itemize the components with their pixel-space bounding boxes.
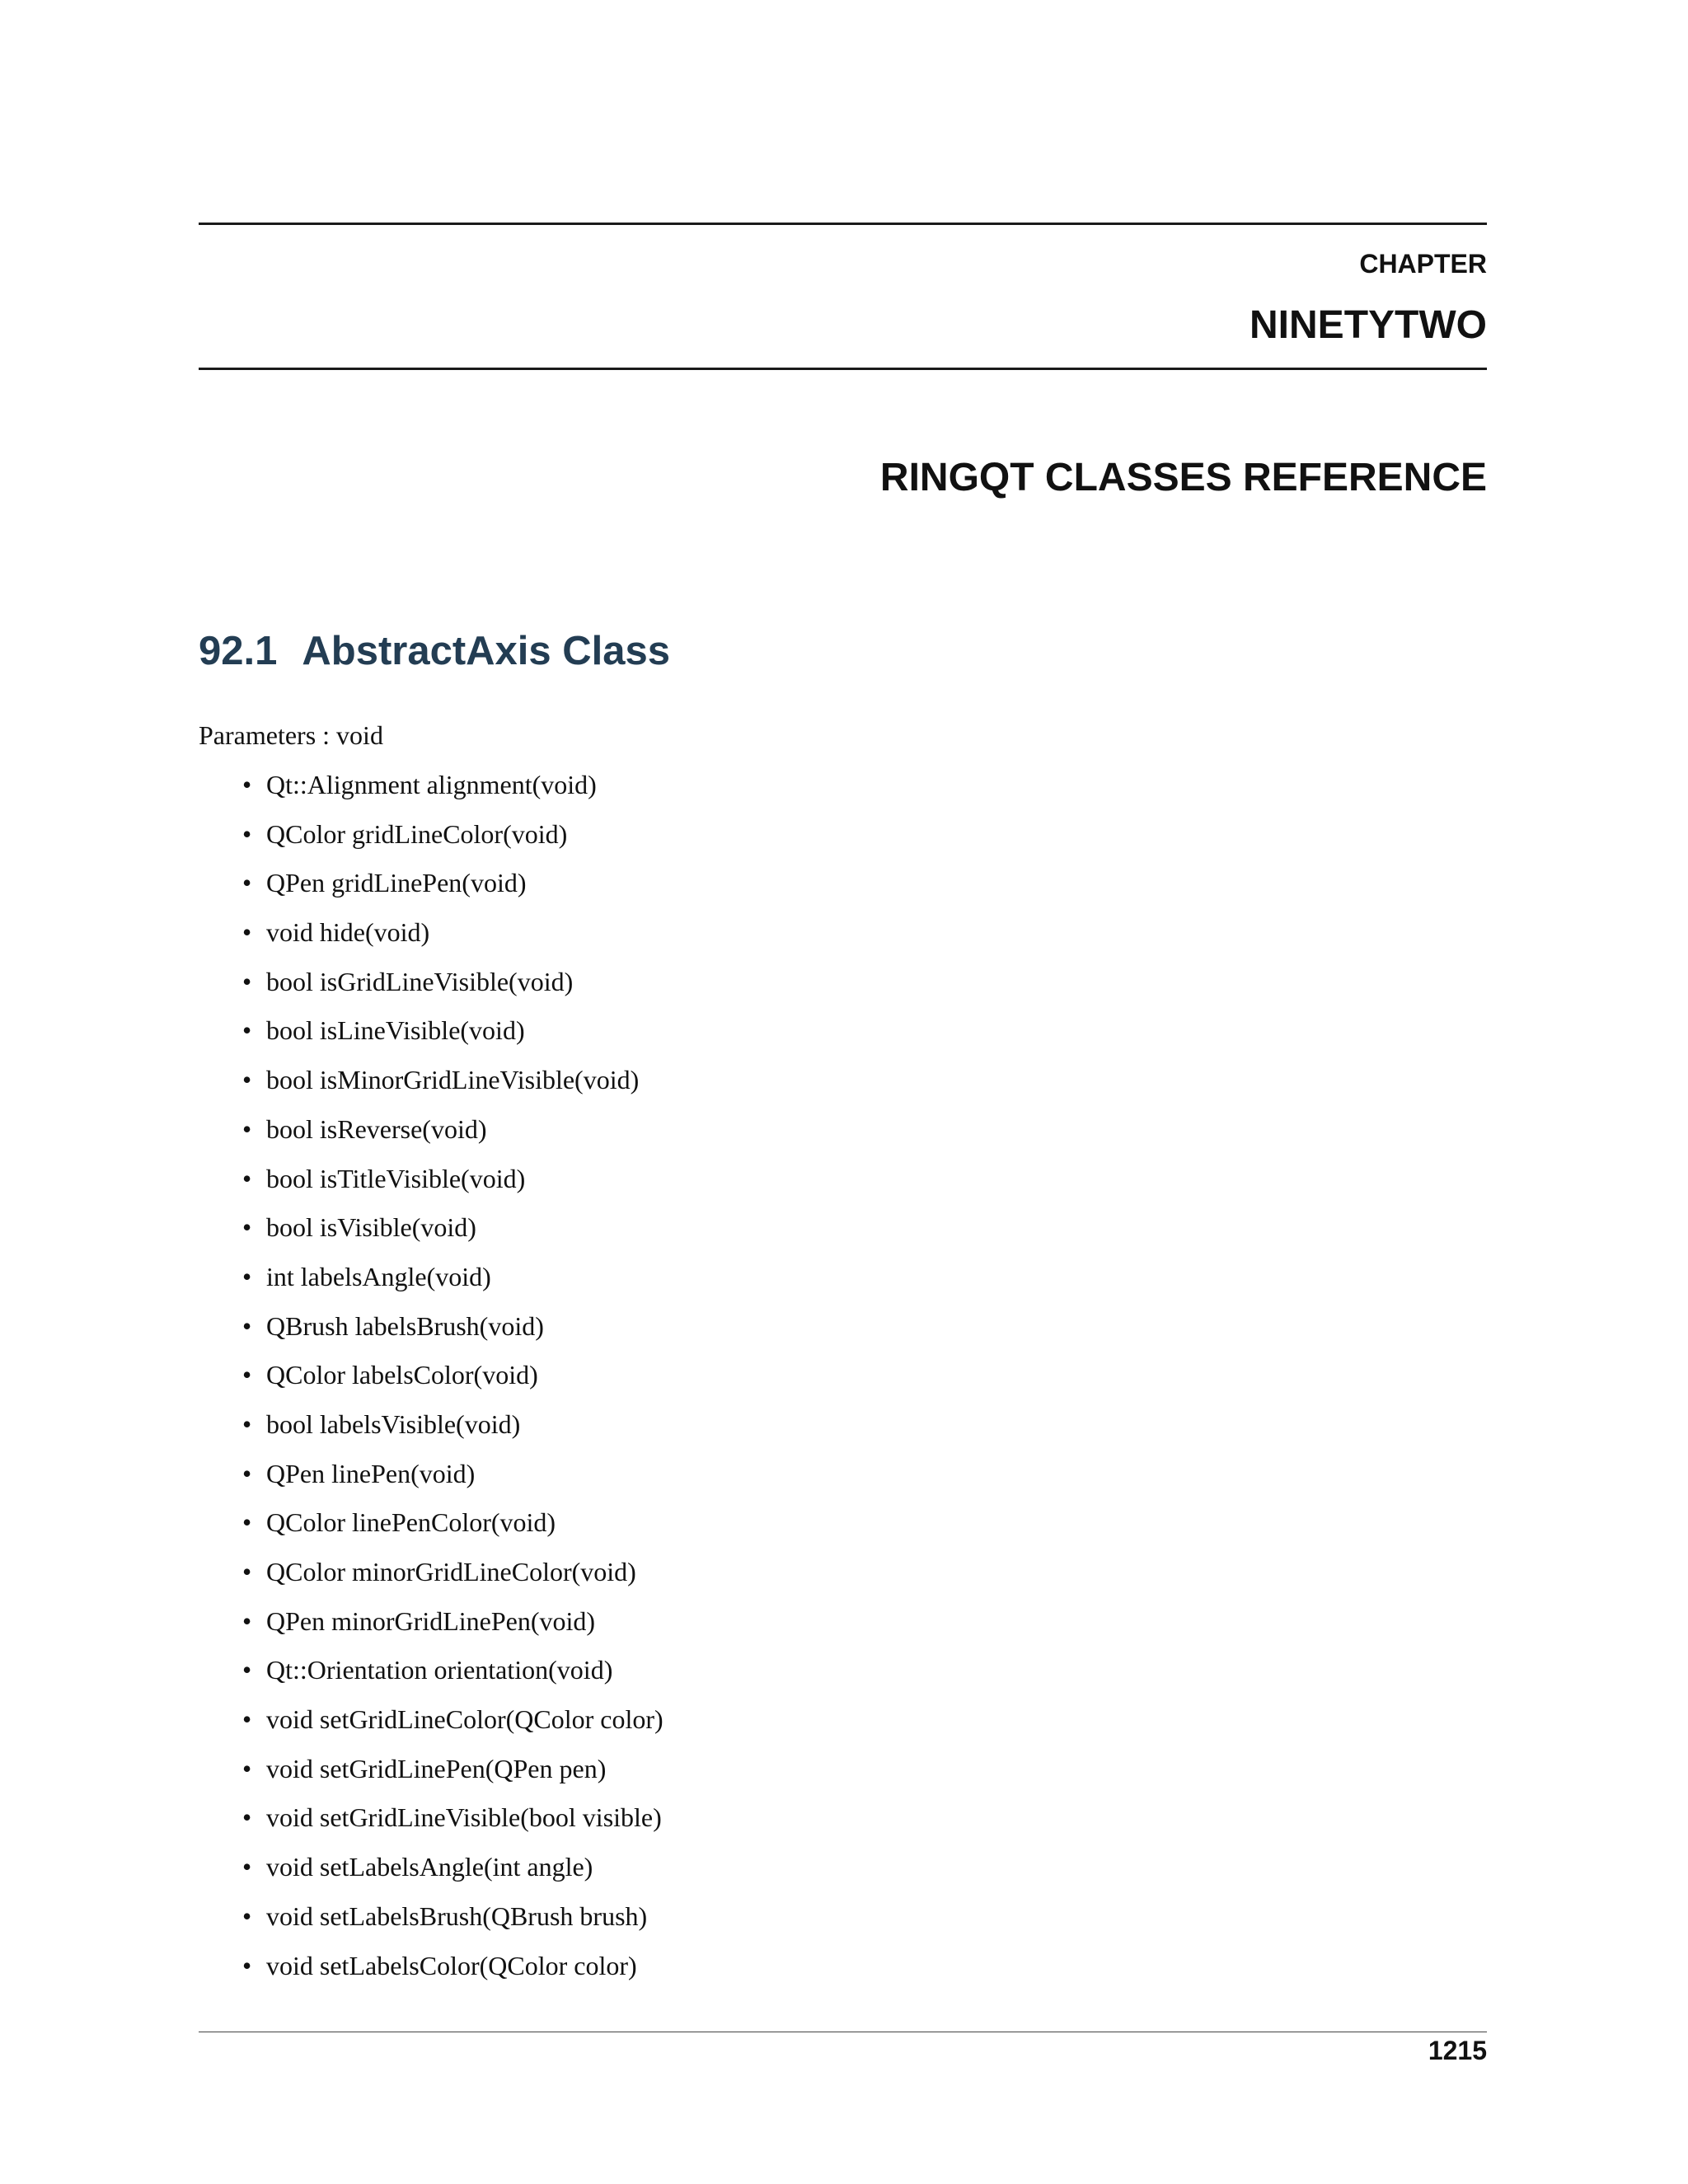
bullet-icon: • [242, 1704, 252, 1735]
bullet-icon: • [242, 1163, 252, 1193]
bullet-icon: • [242, 1605, 252, 1636]
bullet-icon: • [242, 1753, 252, 1783]
bullet-icon: • [242, 868, 252, 898]
method-item [199, 965, 663, 1015]
method-item [199, 1358, 663, 1408]
bullet-icon: • [242, 1900, 252, 1931]
method-item [199, 1801, 663, 1850]
bullet-icon: • [242, 966, 252, 996]
method-signature: bool isTitleVisible(void) [266, 1163, 526, 1193]
method-signature: void hide(void) [266, 917, 430, 948]
method-signature: QBrush labelsBrush(void) [266, 1310, 544, 1341]
method-item [199, 1162, 663, 1212]
bullet-icon: • [242, 1360, 252, 1390]
method-signature: void setLabelsAngle(int angle) [266, 1852, 593, 1882]
bullet-icon: • [242, 917, 252, 948]
method-signature: Qt::Alignment alignment(void) [266, 770, 597, 799]
method-item [199, 1310, 663, 1359]
method-item [199, 1900, 663, 1949]
bullet-icon: • [242, 1065, 252, 1095]
method-signature: int labelsAngle(void) [266, 1261, 491, 1291]
bullet-icon: • [242, 1458, 252, 1488]
method-item [199, 1457, 663, 1507]
method-signature: Qt::Orientation orientation(void) [266, 1655, 613, 1685]
chapter-number: NINETYTWO [1250, 303, 1487, 347]
bullet-icon: • [242, 1852, 252, 1882]
bullet-icon: • [242, 1113, 252, 1144]
method-signature: void setGridLineVisible(bool visible) [266, 1802, 662, 1833]
method-item [199, 1063, 663, 1113]
method-item [199, 1752, 663, 1802]
method-signature: QColor gridLineColor(void) [266, 818, 568, 849]
bullet-icon: • [242, 1408, 252, 1439]
bullet-icon: • [242, 1802, 252, 1833]
method-item [199, 916, 663, 965]
method-item [199, 1408, 663, 1457]
method-signature: bool isLineVisible(void) [266, 1015, 525, 1046]
method-signature: QPen linePen(void) [266, 1458, 476, 1488]
chapter-bottom-rule [199, 368, 1487, 370]
method-signature: QColor labelsColor(void) [266, 1360, 538, 1390]
method-item [199, 818, 663, 867]
bullet-icon: • [242, 1212, 252, 1243]
method-signature: bool isReverse(void) [266, 1113, 487, 1144]
method-item [199, 1113, 663, 1162]
method-item [199, 1653, 663, 1703]
bullet-icon: • [242, 1261, 252, 1291]
method-item [199, 768, 663, 818]
method-signature: bool isMinorGridLineVisible(void) [266, 1065, 640, 1095]
method-signature: QColor minorGridLineColor(void) [266, 1557, 636, 1586]
page-number: 1215 [1428, 2036, 1487, 2065]
bullet-icon: • [242, 1507, 252, 1538]
method-signature: bool isGridLineVisible(void) [266, 966, 574, 996]
method-item [199, 1555, 663, 1605]
section-title: AbstractAxis Class [302, 629, 671, 673]
chapter-top-rule [199, 223, 1487, 225]
method-signature: QColor linePenColor(void) [266, 1507, 556, 1538]
bullet-icon: • [242, 818, 252, 849]
bullet-icon: • [242, 1655, 252, 1685]
parameters-text: Parameters : void [199, 720, 383, 750]
method-item [199, 1211, 663, 1260]
method-signature: bool isVisible(void) [266, 1212, 476, 1243]
bullet-icon: • [242, 1310, 252, 1341]
method-item [199, 1260, 663, 1310]
method-item [199, 1014, 663, 1063]
method-list [199, 768, 663, 1998]
section-number: 92.1 [199, 629, 278, 673]
method-signature: void setLabelsColor(QColor color) [266, 1950, 637, 1980]
method-signature: void setGridLineColor(QColor color) [266, 1704, 663, 1735]
method-item [199, 1605, 663, 1654]
method-item [199, 1850, 663, 1900]
method-item [199, 1506, 663, 1555]
method-signature: void setGridLinePen(QPen pen) [266, 1753, 607, 1783]
method-item [199, 1949, 663, 1999]
method-signature: bool labelsVisible(void) [266, 1408, 521, 1439]
bullet-icon: • [242, 1950, 252, 1980]
method-signature: QPen minorGridLinePen(void) [266, 1605, 596, 1636]
chapter-label: CHAPTER [1359, 249, 1487, 279]
method-signature: QPen gridLinePen(void) [266, 868, 527, 898]
bullet-icon: • [242, 1557, 252, 1586]
method-item [199, 866, 663, 916]
bullet-icon: • [242, 770, 252, 799]
method-signature: void setLabelsBrush(QBrush brush) [266, 1900, 648, 1931]
method-item [199, 1703, 663, 1752]
bullet-icon: • [242, 1015, 252, 1046]
section-heading [199, 626, 670, 676]
chapter-title: RINGQT CLASSES REFERENCE [879, 456, 1487, 499]
